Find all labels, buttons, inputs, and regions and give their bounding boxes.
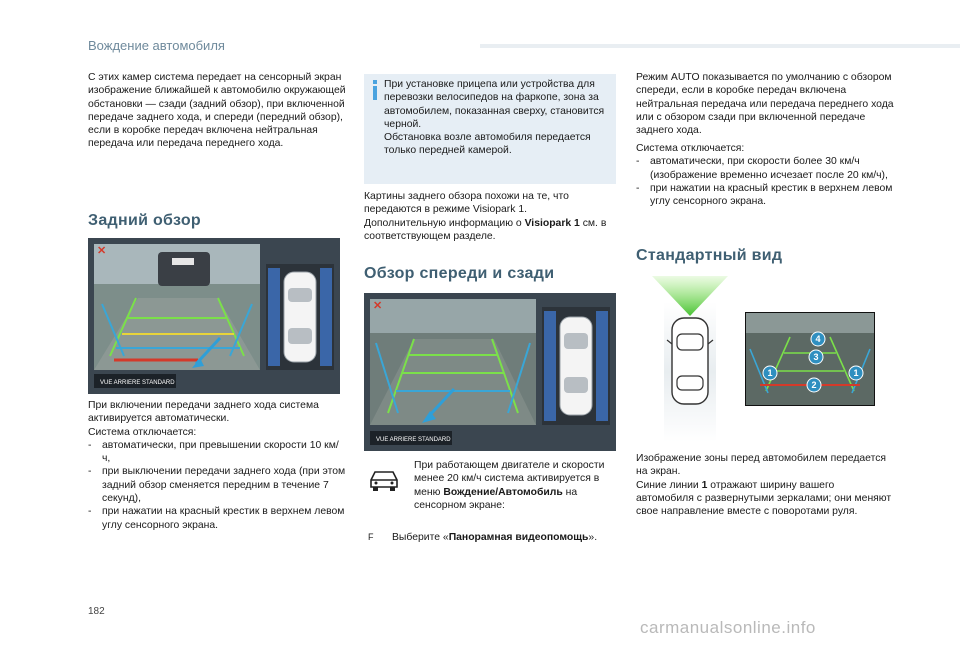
marker-3 (809, 350, 823, 364)
select-instruction: F Выберите «Панорамная видеопомощь». (368, 532, 598, 543)
svg-text:1: 1 (853, 368, 859, 378)
info-box (364, 74, 616, 184)
header-rule (480, 44, 960, 48)
list-item: - автоматически, при превышении скорости 10 км/ч, (88, 439, 339, 465)
page-number: 182 (88, 606, 105, 617)
watermark: carmanualsonline.info (640, 618, 816, 637)
page-header (0, 0, 960, 60)
standard-view-text (636, 452, 894, 518)
visiopark-reference: Дополнительную информацию о Visiopark 1 см. в соответствующем разделе. (364, 217, 607, 242)
svg-text:✕: ✕ (373, 300, 383, 312)
auto-mode-text: Режим AUTO показывается по умолчанию с обзором спереди, если в коробке передач включена нейтральная передача или передача переднего хода или с обзором сзади при включенной передаче заднего хода. (636, 72, 894, 137)
list-item: - при нажатии на красный крестик в верхнем левом углу сенсорного экрана. (88, 506, 345, 531)
rear-image-label: VUE ARRIERE STANDARD (100, 380, 175, 386)
rear-view-text (88, 399, 346, 532)
front-rear-heading: Обзор спереди и сзади (364, 265, 555, 282)
front-rear-camera-image (364, 293, 616, 451)
list-item: - при нажатии на красный крестик в верхнем левом углу сенсорного экрана. (636, 182, 893, 208)
car-top-view-diagram (640, 272, 740, 442)
section-title: Вождение автомобиля (88, 38, 225, 53)
blue-lines-desc: Синие линии 1 отражают ширину вашего автомобиля с развернутыми зеркалами; они меняют свое направление вместе с поворотами руля. (636, 479, 892, 518)
visiopark-text (364, 190, 616, 243)
rear-off-title: Система отключается: (88, 426, 197, 438)
front-rear-image-label: VUE ARRIERE STANDARD (376, 437, 451, 443)
marker-1-left (763, 366, 777, 380)
svg-text:1: 1 (767, 368, 773, 378)
rear-camera-image (88, 238, 340, 394)
standard-view-heading: Стандартный вид (636, 247, 783, 264)
front-off-text (636, 142, 894, 208)
engine-note: При работающем двигателе и скорости менее 20 км/ч система активируется в меню Вождение/Автомобиль на сенсорном экране: (414, 460, 605, 511)
intro-paragraph: С этих камер система передает на сенсорный экран изображение ближайшей к автомобилю окружающей обстановки — сзади (задний обзор), при включенной передаче заднего хода, и спереди (передний обзор), если в коробке передач включена нейтральная передача или передача переднего хода. (88, 72, 346, 150)
rear-activation-text: При включении передачи заднего хода система активируется автоматически. (88, 400, 319, 425)
car-speed-icon (368, 466, 400, 492)
info-icon (370, 80, 380, 100)
rear-view-heading: Задний обзор (88, 212, 202, 229)
marker-4 (811, 332, 825, 346)
marker-1-right (849, 366, 863, 380)
visiopark-note: Картины заднего обзора похожи на те, что передаются в режиме Visiopark 1. (364, 191, 569, 216)
standard-view-screen (745, 312, 875, 406)
info-text-1: При установке прицепа или устройства для перевозки велосипедов на фаркопе, зона за автомобилем, показанная сверху, становится черной. (384, 79, 605, 130)
select-marker: F (368, 532, 374, 542)
svg-text:3: 3 (813, 352, 819, 362)
list-item: - при выключении передачи заднего хода (при этом задний обзор сменяется передним в течение 7 секунд), (88, 466, 346, 505)
svg-text:4: 4 (815, 334, 821, 344)
svg-text:2: 2 (811, 380, 817, 390)
marker-2 (807, 378, 821, 392)
list-item: - автоматически, при скорости более 30 км/ч (изображение временно исчезает после 20 км/ч), (636, 156, 888, 181)
svg-text:✕: ✕ (97, 245, 107, 257)
standard-view-desc: Изображение зоны перед автомобилем передается на экран. (636, 453, 887, 478)
info-text-2: Обстановка возле автомобиля передается только передней камерой. (384, 132, 591, 157)
front-off-title: Система отключается: (636, 143, 745, 154)
